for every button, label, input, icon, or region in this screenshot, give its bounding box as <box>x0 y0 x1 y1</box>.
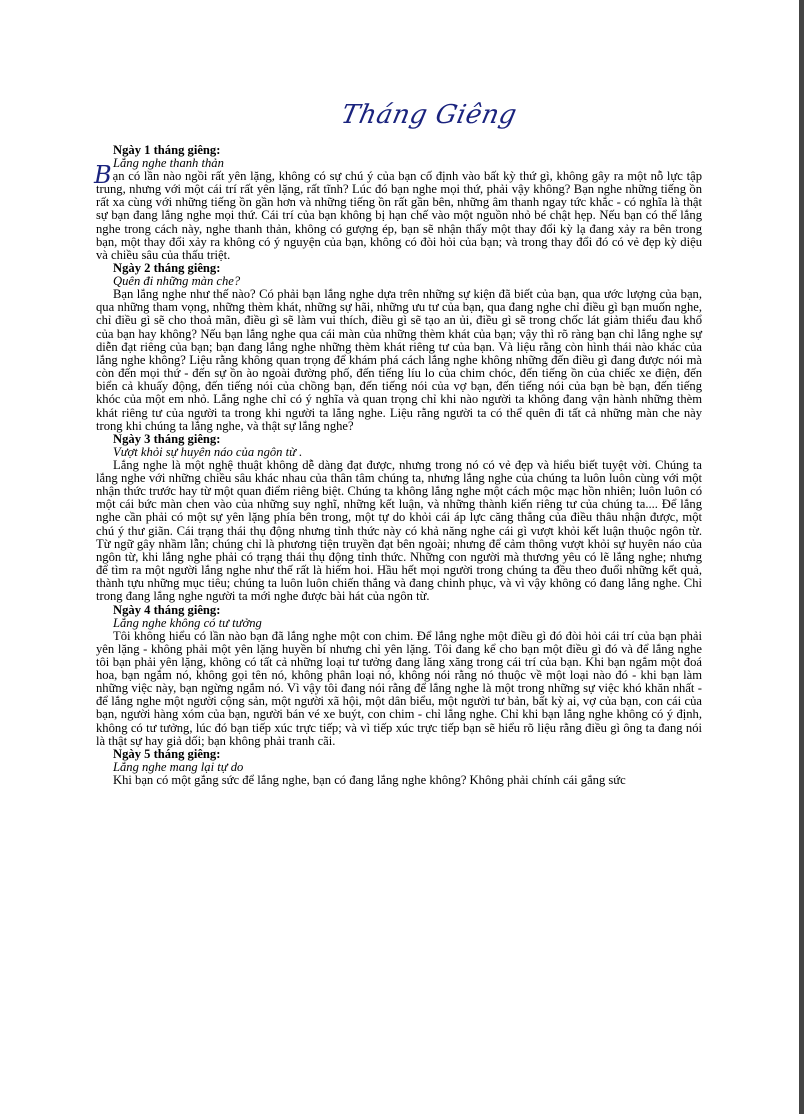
entry-day-3 <box>96 433 702 604</box>
entry-date: Ngày 5 tháng giêng: <box>113 746 221 761</box>
page-edge-shadow <box>799 0 804 1114</box>
entry-day-4 <box>96 604 702 748</box>
drop-cap: B <box>94 161 112 189</box>
entry-subtitle: Vượt khỏi sự huyên náo của ngôn từ . <box>113 444 303 459</box>
entry-body: Bạn lắng nghe như thế nào? Có phải bạn lắng nghe dựa trên những sự kiện đã biết của bạn, qua ước lượng của bạn, qua những tham vọng, những thèm khát, những sự hãi, những ưu tư của bạn, qua đang nghe chỉ điều gì bạn muốn nghe, chỉ điều gì sẽ cho thoả mãn, điều gì sẽ làm vui thích, điều gì sẽ tạo an ủi, điều gì sẽ trong chốc lát giảm thiểu đau khổ của bạn hay không? Nếu bạn lắng nghe qua cái màn của những thèm khát của bạn; vậy thì rõ ràng bạn chỉ lắng nghe sự diễn đạt riêng của bạn; bạn đang lắng nghe những thèm khát riêng tư của bạn. Và liệu rằng còn hình thái nào khác của lắng nghe không? Liệu rằng không quan trọng để khám phá cách lắng nghe không những đến điều gì đang được nói mà còn đến mọi thứ - đến sự ồn ào ngoài đường phố, đến tiếng líu lo của chim chóc, đến tiếng ồn của chiếc xe điện, đến biển cả khuấy động, đến tiếng nói của chồng bạn, đến tiếng nói của vợ bạn, đến tiếng nói của bạn bè bạn, đến tiếng khóc của một em nhỏ. Lắng nghe chỉ có ý nghĩa và quan trọng chỉ khi nào người ta không đang vận hành những thèm khát riêng tư của người ta trong khi người ta lắng nghe. Liệu rằng người ta có thể quên đi tất cả những màn che này trong khi chúng ta lắng nghe, và thật sự lắng nghe? <box>96 287 702 433</box>
entry-body: Tôi không hiểu có lần nào bạn đã lắng nghe một con chim. Để lắng nghe một điều gì đó đòi hỏi cái trí của bạn phải yên lặng - không phải một yên lặng huyền bí nhưng chỉ yên lặng. Tôi đang kể cho bạn một điều gì đó và để lắng nghe tôi bạn phải yên lặng, không có tất cả những loại tư tưởng đang lăng xăng trong cái trí của bạn. Khi bạn ngắm một đoá hoa, bạn ngắm nó, không gọi tên nó, không phân loại nó, không nói rằng nó thuộc về một loại nào đó - khi bạn làm những việc này, bạn ngừng ngắm nó. Vì vậy tôi đang nói rằng để lắng nghe là một trong những sự việc khó khăn nhất - để lắng nghe một người cộng sản, một người xã hội, một dân biểu, một người tư bản, bất kỳ ai, vợ của bạn, con cái của bạn, người hàng xóm của bạn, người bán vé xe buýt, con chim - chỉ lắng nghe. Chỉ khi bạn lắng nghe không có ý định, không có tư tưởng, lúc đó bạn tiếp xúc trực tiếp; và vì tiếp xúc trực tiếp bạn sẽ hiểu rõ liệu rằng điều gì ông ta đang nói là thật sự hay giả dối; bạn không phải tranh cãi. <box>96 628 702 748</box>
entry-date: Ngày 4 tháng giêng: <box>113 602 221 617</box>
entry-subtitle: Lắng nghe không có tư tưởng <box>113 615 262 630</box>
document-page <box>96 100 702 787</box>
entry-day-2 <box>96 262 702 433</box>
entry-date: Ngày 3 tháng giêng: <box>113 431 221 446</box>
entry-subtitle: Quên đi những màn che? <box>113 274 241 289</box>
entry-body: Khi bạn có một gắng sức để lắng nghe, bạn có đang lắng nghe không? Không phải chính cái gắng sức <box>113 772 626 787</box>
entry-day-5 <box>96 748 702 787</box>
entry-body: Lắng nghe là một nghệ thuật không dễ dàng đạt được, nhưng trong nó có vẻ đẹp và hiểu biết tuyệt vời. Chúng ta lắng nghe với những chiều sâu khác nhau của thân tâm chúng ta, nhưng lắng nghe của chúng ta luôn luôn cùng với một nhận thức trước hay từ một quan điểm riêng biệt. Chúng ta không lắng nghe một cách mộc mạc hồn nhiên; luôn luôn có một cái bức màn chen vào của những suy nghĩ, những kết luận, và những thành kiến riêng tư của chúng ta.... Để lắng nghe cần phải có một sự yên lặng phía bên trong, một tự do khỏi cái áp lực căng thẳng của điều thâu nhận được, một chú ý thư giãn. Cái trạng thái thụ động nhưng tỉnh thức này có khả năng nghe cái gì vượt khỏi kết luận thuộc ngôn từ. Từ ngữ gây nhầm lẫn; chúng chỉ là phương tiện truyền đạt bên ngoài; nhưng để cảm thông vượt khỏi sự huyên náo của ngôn từ, khi lắng nghe phải có trạng thái thụ động tỉnh thức. Những con người mà thương yêu có lẽ lắng nghe; nhưng để tìm ra một người lắng nghe như thế rất là hiếm hoi. Hầu hết mọi người trong chúng ta đều theo đuổi những kết quả, thành tựu những mục tiêu; chúng ta luôn luôn chiến thắng và đang chinh phục, và vì vậy không có đang lắng nghe. Chỉ trong đang lắng nghe người ta mới nghe được bài hát của ngôn từ. <box>96 457 702 604</box>
entry-day-1 <box>96 144 702 262</box>
entry-subtitle: Lắng nghe mang lại tự do <box>113 759 244 774</box>
entry-subtitle: Lắng nghe thanh thản <box>113 156 224 170</box>
entry-date: Ngày 2 tháng giêng: <box>113 261 221 276</box>
entry-body-text: ạn có lần nào ngồi rất yên lặng, không có sự chú ý của bạn cố định vào bất kỳ thứ gì, không gây ra một nỗ lực tập trung, nhưng với một cái trí rất yên lặng, rất tĩnh? Lúc đó bạn nghe mọi thứ, phải vậy không? Bạn nghe những tiếng ồn rất xa cùng với những tiếng ồn gần hơn và những tiếng ồn rất gần bên, những âm thanh ngay tức khắc - có nghĩa là thật sự bạn đang lắng nghe mọi thứ. Cái trí của bạn không bị hạn chế vào một nguồn nhỏ bé chật hẹp. Nếu bạn có thể lắng nghe trong cách này, nghe thanh thản, không có gượng ép, bạn sẽ nhận thấy một thay đổi kỳ lạ đang xảy ra bên trong bạn, một thay đổi xảy ra không có ý nguyện của bạn, không có đòi hỏi của bạn; và trong thay đổi đó có vẻ đẹp kỳ diệu và chiều sâu của thấu triệt. <box>96 169 702 262</box>
chapter-title: Tháng Giêng <box>338 100 520 130</box>
entry-date: Ngày 1 tháng giêng: <box>113 143 221 157</box>
